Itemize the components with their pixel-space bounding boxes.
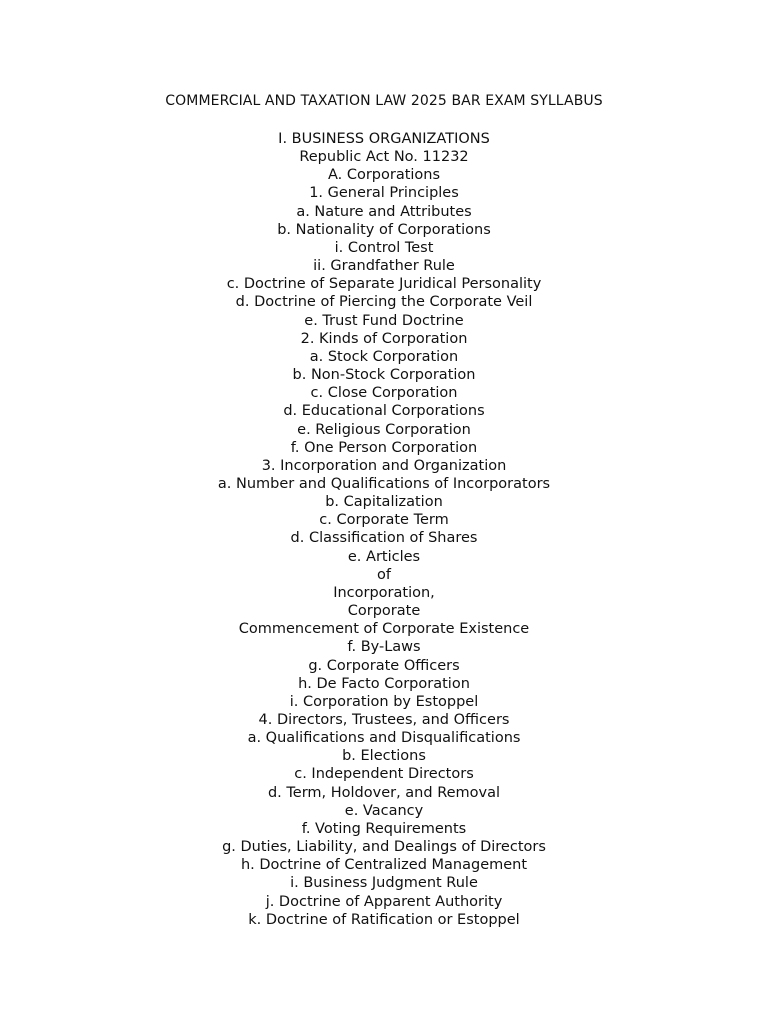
outline-line: 2. Kinds of Corporation	[300, 330, 468, 347]
outline-line: f. One Person Corporation	[290, 439, 478, 456]
outline-line: f. By-Laws	[347, 639, 421, 656]
outline-line: Corporate	[347, 603, 421, 620]
outline-line: of	[377, 566, 391, 583]
outline-line: 1. General Principles	[309, 185, 459, 202]
outline-line: d. Doctrine of Piercing the Corporate Veil	[235, 294, 533, 311]
syllabus-outline	[0, 130, 768, 929]
outline-line: d. Classification of Shares	[290, 530, 478, 547]
outline-line: d. Educational Corporations	[283, 403, 485, 420]
outline-line: i. Control Test	[334, 239, 434, 256]
outline-line: b. Non-Stock Corporation	[292, 367, 476, 384]
outline-line: g. Corporate Officers	[308, 657, 460, 674]
outline-line: e. Trust Fund Doctrine	[304, 312, 464, 329]
outline-line: i. Business Judgment Rule	[290, 875, 478, 892]
outline-line: b. Nationality of Corporations	[277, 221, 491, 238]
outline-line: h. De Facto Corporation	[298, 675, 470, 692]
outline-line: 3. Incorporation and Organization	[261, 457, 507, 474]
outline-line: b. Elections	[342, 748, 426, 765]
outline-line: c. Independent Directors	[294, 766, 474, 783]
outline-line: 4. Directors, Trustees, and Officers	[258, 712, 510, 728]
outline-line: a. Stock Corporation	[309, 348, 459, 365]
outline-line: i. Corporation by Estoppel	[289, 693, 479, 710]
outline-line: f. Voting Requirements	[301, 820, 467, 837]
outline-line: Commencement of Corporate Existence	[238, 621, 530, 638]
outline-line: a. Qualifications and Disqualifications	[247, 730, 521, 747]
outline-line: d. Term, Holdover, and Removal	[267, 784, 501, 801]
outline-line: Incorporation,	[333, 584, 435, 601]
outline-line: k. Doctrine of Ratification or Estoppel	[248, 911, 520, 928]
document-page	[0, 92, 768, 929]
outline-line: h. Doctrine of Centralized Management	[240, 857, 528, 874]
outline-line: Republic Act No. 11232	[299, 149, 469, 166]
outline-line: c. Doctrine of Separate Juridical Personality	[226, 276, 542, 293]
outline-line: c. Close Corporation	[310, 385, 458, 402]
outline-line: j. Doctrine of Apparent Authority	[265, 893, 503, 910]
document-title: COMMERCIAL AND TAXATION LAW 2025 BAR EXAM SYLLABUS	[165, 93, 603, 109]
outline-line: A. Corporations	[327, 167, 441, 184]
outline-line: a. Number and Qualifications of Incorporators	[217, 475, 551, 492]
outline-line: ii. Grandfather Rule	[313, 258, 455, 275]
outline-line: c. Corporate Term	[319, 512, 449, 529]
outline-line: I. BUSINESS ORGANIZATIONS	[278, 131, 490, 147]
outline-line: e. Religious Corporation	[297, 421, 471, 438]
outline-line: g. Duties, Liability, and Dealings of Directors	[222, 839, 546, 856]
outline-line: e. Articles	[347, 548, 421, 565]
outline-line: b. Capitalization	[325, 494, 443, 511]
outline-line: e. Vacancy	[344, 802, 424, 819]
outline-line: a. Nature and Attributes	[296, 203, 472, 220]
